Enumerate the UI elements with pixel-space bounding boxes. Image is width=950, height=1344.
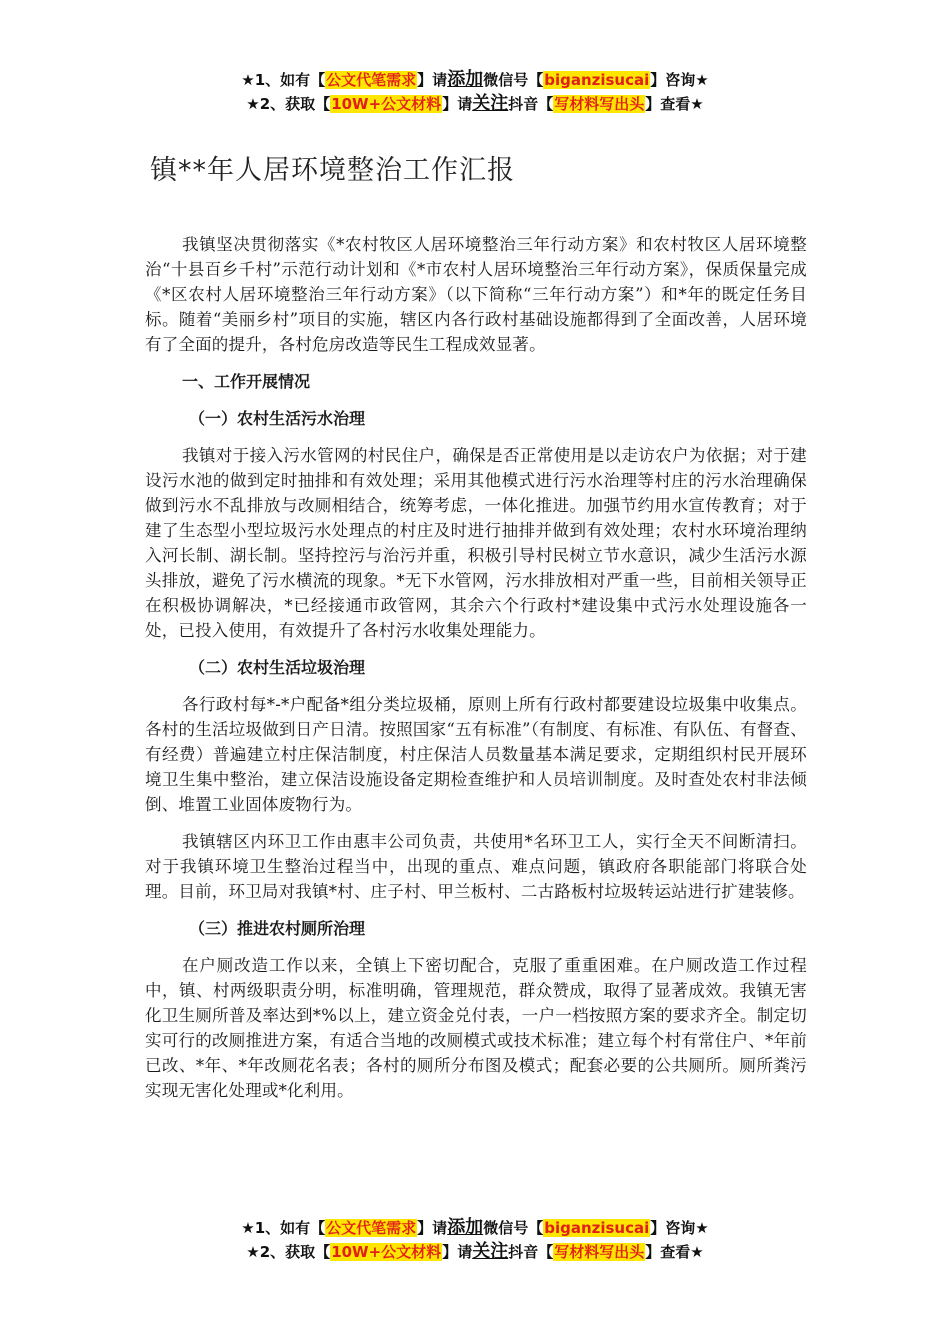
banner-text: ★1、如有【 [241,71,326,89]
intro-paragraph: 我镇坚决贯彻落实《*农村牧区人居环境整治三年行动方案》和农村牧区人居环境整治“十县百乡千村”示范行动计划和《*市农村人居环境整治三年行动方案》，保质保量完成《*区农村人居环境整治三年行动方案》（以下简称“三年行动方案”）和*年的既定任务目标。随着“美丽乡村”项目的实施，辖区内各行政村基础设施都得到了全面改善，人居环境有了全面的提升，各村危房改造等民生工程成效显著。 [145,235,807,354]
banner-text: ★2、获取【 [246,1243,331,1261]
banner-text: 】请 [442,1243,473,1261]
banner-line-2 [0,1240,950,1264]
highlight-text: 公文代笔需求 [326,1219,417,1237]
body-paragraph: 我镇对于接入污水管网的村民住户，确保是否正常使用是以走访农户为依据；对于建设污水池的做到定时抽排和有效处理；采用其他模式进行污水治理等村庄的污水治理确保做到污水不乱排放与改厕相结合，统筹考虑，一体化推进。加强节约用水宣传教育；对于建了生态型小型垃圾污水处理点的村庄及时进行抽排并做到有效处理；农村水环境治理纳入河长制、湖长制。坚持控污与治污并重，积极引导村民树立节水意识，减少生活污水源头排放，避免了污水横流的现象。*无下水管网，污水排放相对严重一些，目前相关领导正在积极协调解决，*已经接通市政管网，其余六个行政村*建设集中式污水处理设施各一处，已投入使用，有效提升了各村污水收集处理能力。 [145,446,807,640]
banner-line-1 [0,68,950,92]
section-heading: 一、工作开展情况 [182,372,311,391]
banner-line-1 [0,1216,950,1240]
emphasis-text: 添加 [447,69,484,90]
header-banner [0,68,950,116]
banner-text: 微信号【 [483,1219,544,1237]
banner-text: 】请 [417,71,448,89]
banner-text: 】查看★ [645,1243,704,1261]
footer-banner [0,1216,950,1264]
wechat-id: biganzisucai [544,71,650,89]
highlight-text: 公文代笔需求 [326,71,417,89]
banner-text: 抖音【 [508,1243,554,1261]
document-title: 镇**年人居环境整治工作汇报 [150,155,515,186]
emphasis-text: 关注 [472,1241,509,1262]
emphasis-text: 关注 [472,93,509,114]
body-paragraph: 我镇辖区内环卫工作由惠丰公司负责，共使用*名环卫工人，实行全天不间断清扫。对于我镇环境卫生整治过程当中，出现的重点、难点问题，镇政府各职能部门将联合处理。目前，环卫局对我镇*村、庄子村、甲兰板村、二古路板村垃圾转运站进行扩建装修。 [145,832,807,901]
douyin-account: 写材料写出头 [554,1243,645,1261]
body-paragraph: 各行政村每*-*户配备*组分类垃圾桶，原则上所有行政村都要建设垃圾集中收集点。各村的生活垃圾做到日产日清。按照国家“五有标准”（有制度、有标准、有队伍、有督查、有经费）普遍建立村庄保洁制度，村庄保洁人员数量基本满足要求，定期组织村民开展环境卫生集中整治，建立保洁设施设备定期检查维护和人员培训制度。及时查处农村非法倾倒、堆置工业固体废物行为。 [145,695,807,814]
banner-text: 】咨询★ [650,71,709,89]
subsection-heading: （三）推进农村厕所治理 [189,919,366,938]
banner-text: 抖音【 [508,95,554,113]
banner-text: 】请 [442,95,473,113]
subsection-heading: （二）农村生活垃圾治理 [189,658,366,677]
highlight-text: 10W+公文材料 [331,1243,442,1261]
banner-text: 】咨询★ [650,1219,709,1237]
wechat-id: biganzisucai [544,1219,650,1237]
highlight-text: 10W+公文材料 [331,95,442,113]
subsection-heading: （一）农村生活污水治理 [189,409,366,428]
body-paragraph: 在户厕改造工作以来，全镇上下密切配合，克服了重重困难。在户厕改造工作过程中，镇、村两级职责分明，标准明确，管理规范，群众赞成，取得了显著成效。我镇无害化卫生厕所普及率达到*%以上，建立资金兑付表，一户一档按照方案的要求齐全。制定切实可行的改厕推进方案，有适合当地的改厕模式或技术标准；建立每个村有常住户、*年前已改、*年、*年改厕花名表；各村的厕所分布图及模式；配套必要的公共厕所。厕所粪污实现无害化处理或*化利用。 [145,956,807,1100]
douyin-account: 写材料写出头 [554,95,645,113]
document-body [145,232,807,1103]
banner-line-2 [0,92,950,116]
banner-text: 】查看★ [645,95,704,113]
banner-text: 微信号【 [483,71,544,89]
emphasis-text: 添加 [447,1217,484,1238]
banner-text: 】请 [417,1219,448,1237]
banner-text: ★2、获取【 [246,95,331,113]
banner-text: ★1、如有【 [241,1219,326,1237]
